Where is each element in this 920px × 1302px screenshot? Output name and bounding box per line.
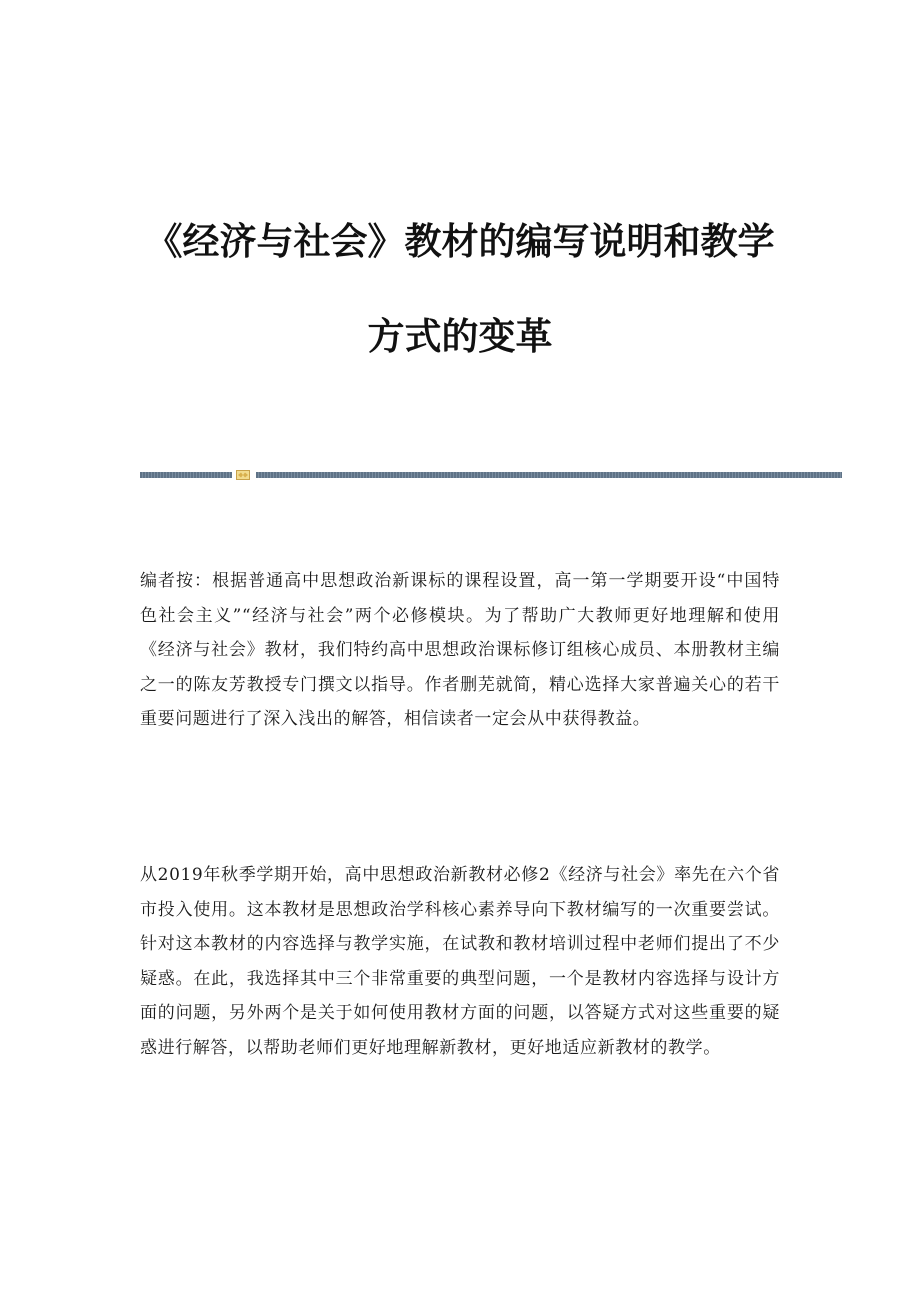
- body-paragraph: 从2019年秋季学期开始，高中思想政治新教材必修2《经济与社会》率先在六个省市投入使用。这本教材是思想政治学科核心素养导向下教材编写的一次重要尝试。针对这本教材的内容选择与教学实施，在试教和教材培训过程中老师们提出了不少疑惑。在此，我选择其中三个非常重要的典型问题，一个是教材内容选择与设计方面的问题，另外两个是关于如何使用教材方面的问题，以答疑方式对这些重要的疑惑进行解答，以帮助老师们更好地理解新教材，更好地适应新教材的教学。: [140, 865, 780, 1058]
- divider-bar-right: [256, 472, 842, 478]
- document-title-line-2: 方式的变革: [367, 315, 553, 358]
- title-divider: [140, 470, 842, 480]
- document-title-line-1: 《经济与社会》教材的编写说明和教学: [145, 220, 775, 263]
- ornament-icon: [236, 470, 250, 480]
- divider-bar-left: [140, 472, 232, 478]
- editor-note-paragraph: 编者按：根据普通高中思想政治新课标的课程设置，高一第一学期要开设“中国特色社会主义”“经济与社会”两个必修模块。为了帮助广大教师更好地理解和使用《经济与社会》教材，我们特约高中思想政治课标修订组核心成员、本册教材主编之一的陈友芳教授专门撰文以指导。作者删芜就简，精心选择大家普遍关心的若干重要问题进行了深入浅出的解答，相信读者一定会从中获得教益。: [140, 571, 780, 729]
